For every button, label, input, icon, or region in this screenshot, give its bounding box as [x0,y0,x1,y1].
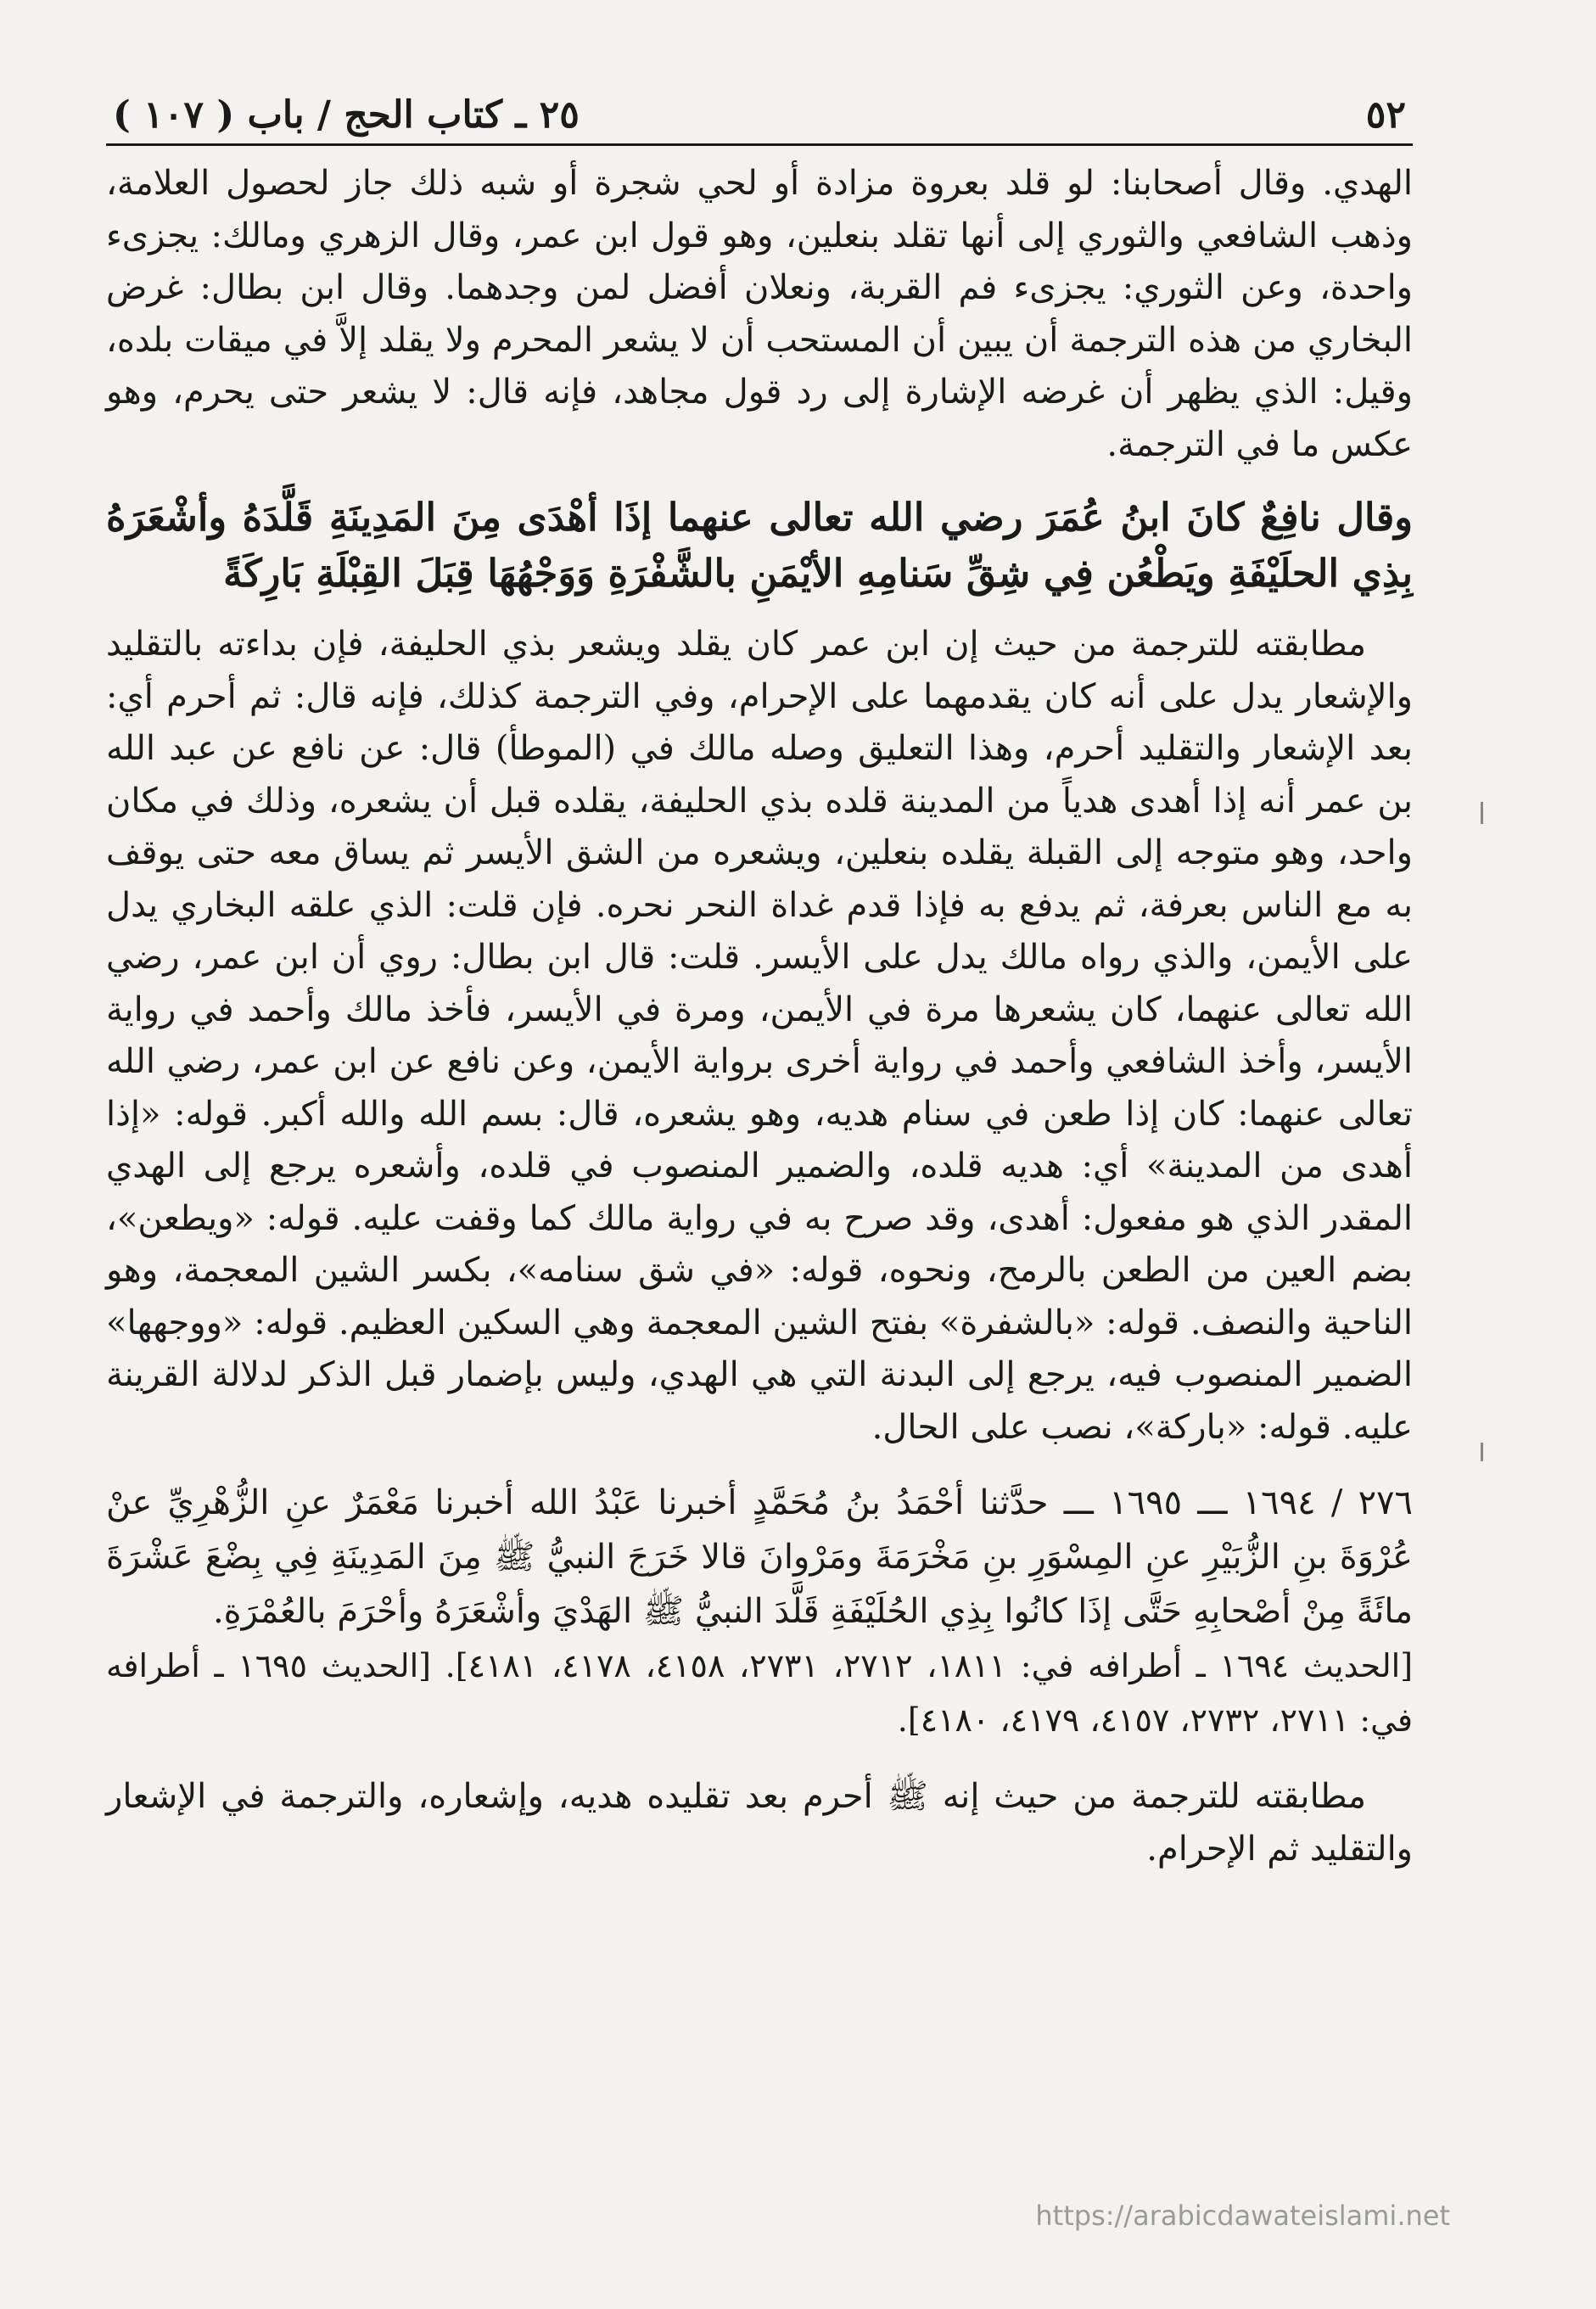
margin-mark [1481,802,1483,824]
hadith-references: [الحديث ١٦٩٤ ـ أطرافه في: ١٨١١، ٢٧١٢، ٢٧٣١، ٤١٥٨، ٤١٧٨، ٤١٨١]. [الحديث ١٦٩٥ ـ أطرافه في: ٢٧١١، ٢٧٣٢، ٤١٥٧، ٤١٧٩، ٤١٨٠]. [106,1647,1414,1739]
commentary-paragraph-2: مطابقته للترجمة من حيث إن ابن عمر كان يقلد ويشعر بذي الحليفة، فإن بداءته بالتقليد والإشعار يدل على أنه كان يقدمهما على الإحرام، وفي الترجمة كذلك، فإنه قال: ثم أحرم أي: بعد الإشعار والتقليد أحرم، وهذا التعليق وصله مالك في (الموطأ) قال: عن نافع عن عبد الله بن عمر أنه إذا أهدى هدياً من المدينة قلده بذي الحليفة، يقلده قبل أن يشعره، وذلك في مكان واحد، وهو متوجه إلى القبلة يقلده بنعلين، ويشعره من الشق الأيسر ثم يساق معه حتى يوقف به مع الناس بعرفة، ثم يدفع به فإذا قدم غداة النحر نحره. فإن قلت: الذي علقه البخاري يدل على الأيمن، والذي رواه مالك يدل على الأيسر. قلت: قال ابن بطال: روي أن ابن عمر، رضي الله تعالى عنهما، كان يشعرها مرة في الأيمن، ومرة في الأيسر، فأخذ مالك وأحمد في رواية الأيسر، وأخذ الشافعي وأحمد في رواية أخرى برواية الأيمن، وعن نافع عن ابن عمر، رضي الله تعالى عنهما: كان إذا طعن في سنام هديه، وهو يشعره، قال: بسم الله والله أكبر. قوله: «إذا أهدى من المدينة» أي: هديه قلده، والضمير المنصوب في قلده، وأشعره يرجع إلى الهدي المقدر الذي هو مفعول: أهدى، وقد صرح به في رواية مالك كما وقفت عليه. قوله: «ويطعن»، بضم العين من الطعن بالرمح، ونحوه، قوله: «في شق سنامه»، بكسر الشين المعجمة، وهو الناحية والنصف. قوله: «بالشفرة» بفتح الشين المعجمة وهي السكين العظيم. قوله: «ووجهها» الضمير المنصوب فيه، يرجع إلى البدنة التي هي الهدي، وليس بإضمار قبل الذكر لدلالة القرينة عليه. قوله: «باركة»، نصب على الحال. [106,625,1414,1447]
page-number: ٥٢ [1365,93,1406,137]
document-page [106,93,1413,1875]
running-title: ٢٥ ـ كتاب الحج / باب ( ١٠٧ ) [113,93,580,137]
hadith-text: ٢٧٦ / ١٦٩٤ ـــ ١٦٩٥ ـــ حدَّثنا أحْمَدُ بنُ مُحَمَّدٍ أخبرنا عَبْدُ الله أخبرنا مَعْمَرٌ عنِ الزُّهْرِيِّ عنْ عُرْوَةَ بنِ الزُّبَيْرِ عنِ المِسْوَرِ بنِ مَخْرَمَةَ ومَرْوانَ قالا خَرَجَ النبيُّ ﷺ مِنَ المَدِينَةِ فِي بِضْعَ عَشْرَةَ مائَةً مِنْ أصْحابِهِ حَتَّى إذَا كانُوا بِذِي الحُلَيْفَةِ قَلَّدَ النبيُّ ﷺ الهَدْيَ وأشْعَرَهُ وأحْرَمَ بالعُمْرَةِ. [106,1483,1414,1631]
commentary-paragraph-1: الهدي. وقال أصحابنا: لو قلد بعروة مزادة أو لحي شجرة أو شبه ذلك جاز لحصول العلامة، وذهب الشافعي والثوري إلى أنها تقلد بنعلين، وهو قول ابن عمر، وقال الزهري ومالك: يجزىء واحدة، وعن الثوري: يجزىء فم القربة، ونعلان أفضل لمن وجدهما. وقال ابن بطال: غرض البخاري من هذه الترجمة أن يبين أن المستحب أن لا يشعر المحرم ولا يقلد إلاَّ في ميقات بلده، وقيل: الذي يظهر أن غرضه الإشارة إلى رد قول مجاهد، فإنه قال: لا يشعر حتى يحرم، وهو عكس ما في الترجمة. [106,164,1413,464]
bukhari-text-quote: وقال نافِعٌ كانَ ابنُ عُمَرَ رضي الله تعالى عنهما إذَا أهْدَى مِنَ المَدِينَةِ قَلَّدَهُ وأشْعَرَهُ بِذِي الحلَيْفَةِ ويَطْعُن فِي شِقِّ سَنامِهِ الأيْمَنِ بالشَّفْرَةِ وَوَجْهُهَا قِبَلَ القِبْلَةِ بَارِكَةً [106,495,1413,596]
commentary-paragraph-3: مطابقته للترجمة من حيث إنه ﷺ أحرم بعد تقليده هديه، وإشعاره، والترجمة في الإشعار والتقليد ثم الإحرام. [106,1777,1413,1869]
watermark-url: https://arabicdawateislami.net [1035,2200,1450,2232]
margin-mark [1481,1443,1483,1461]
page-header [106,93,1413,146]
